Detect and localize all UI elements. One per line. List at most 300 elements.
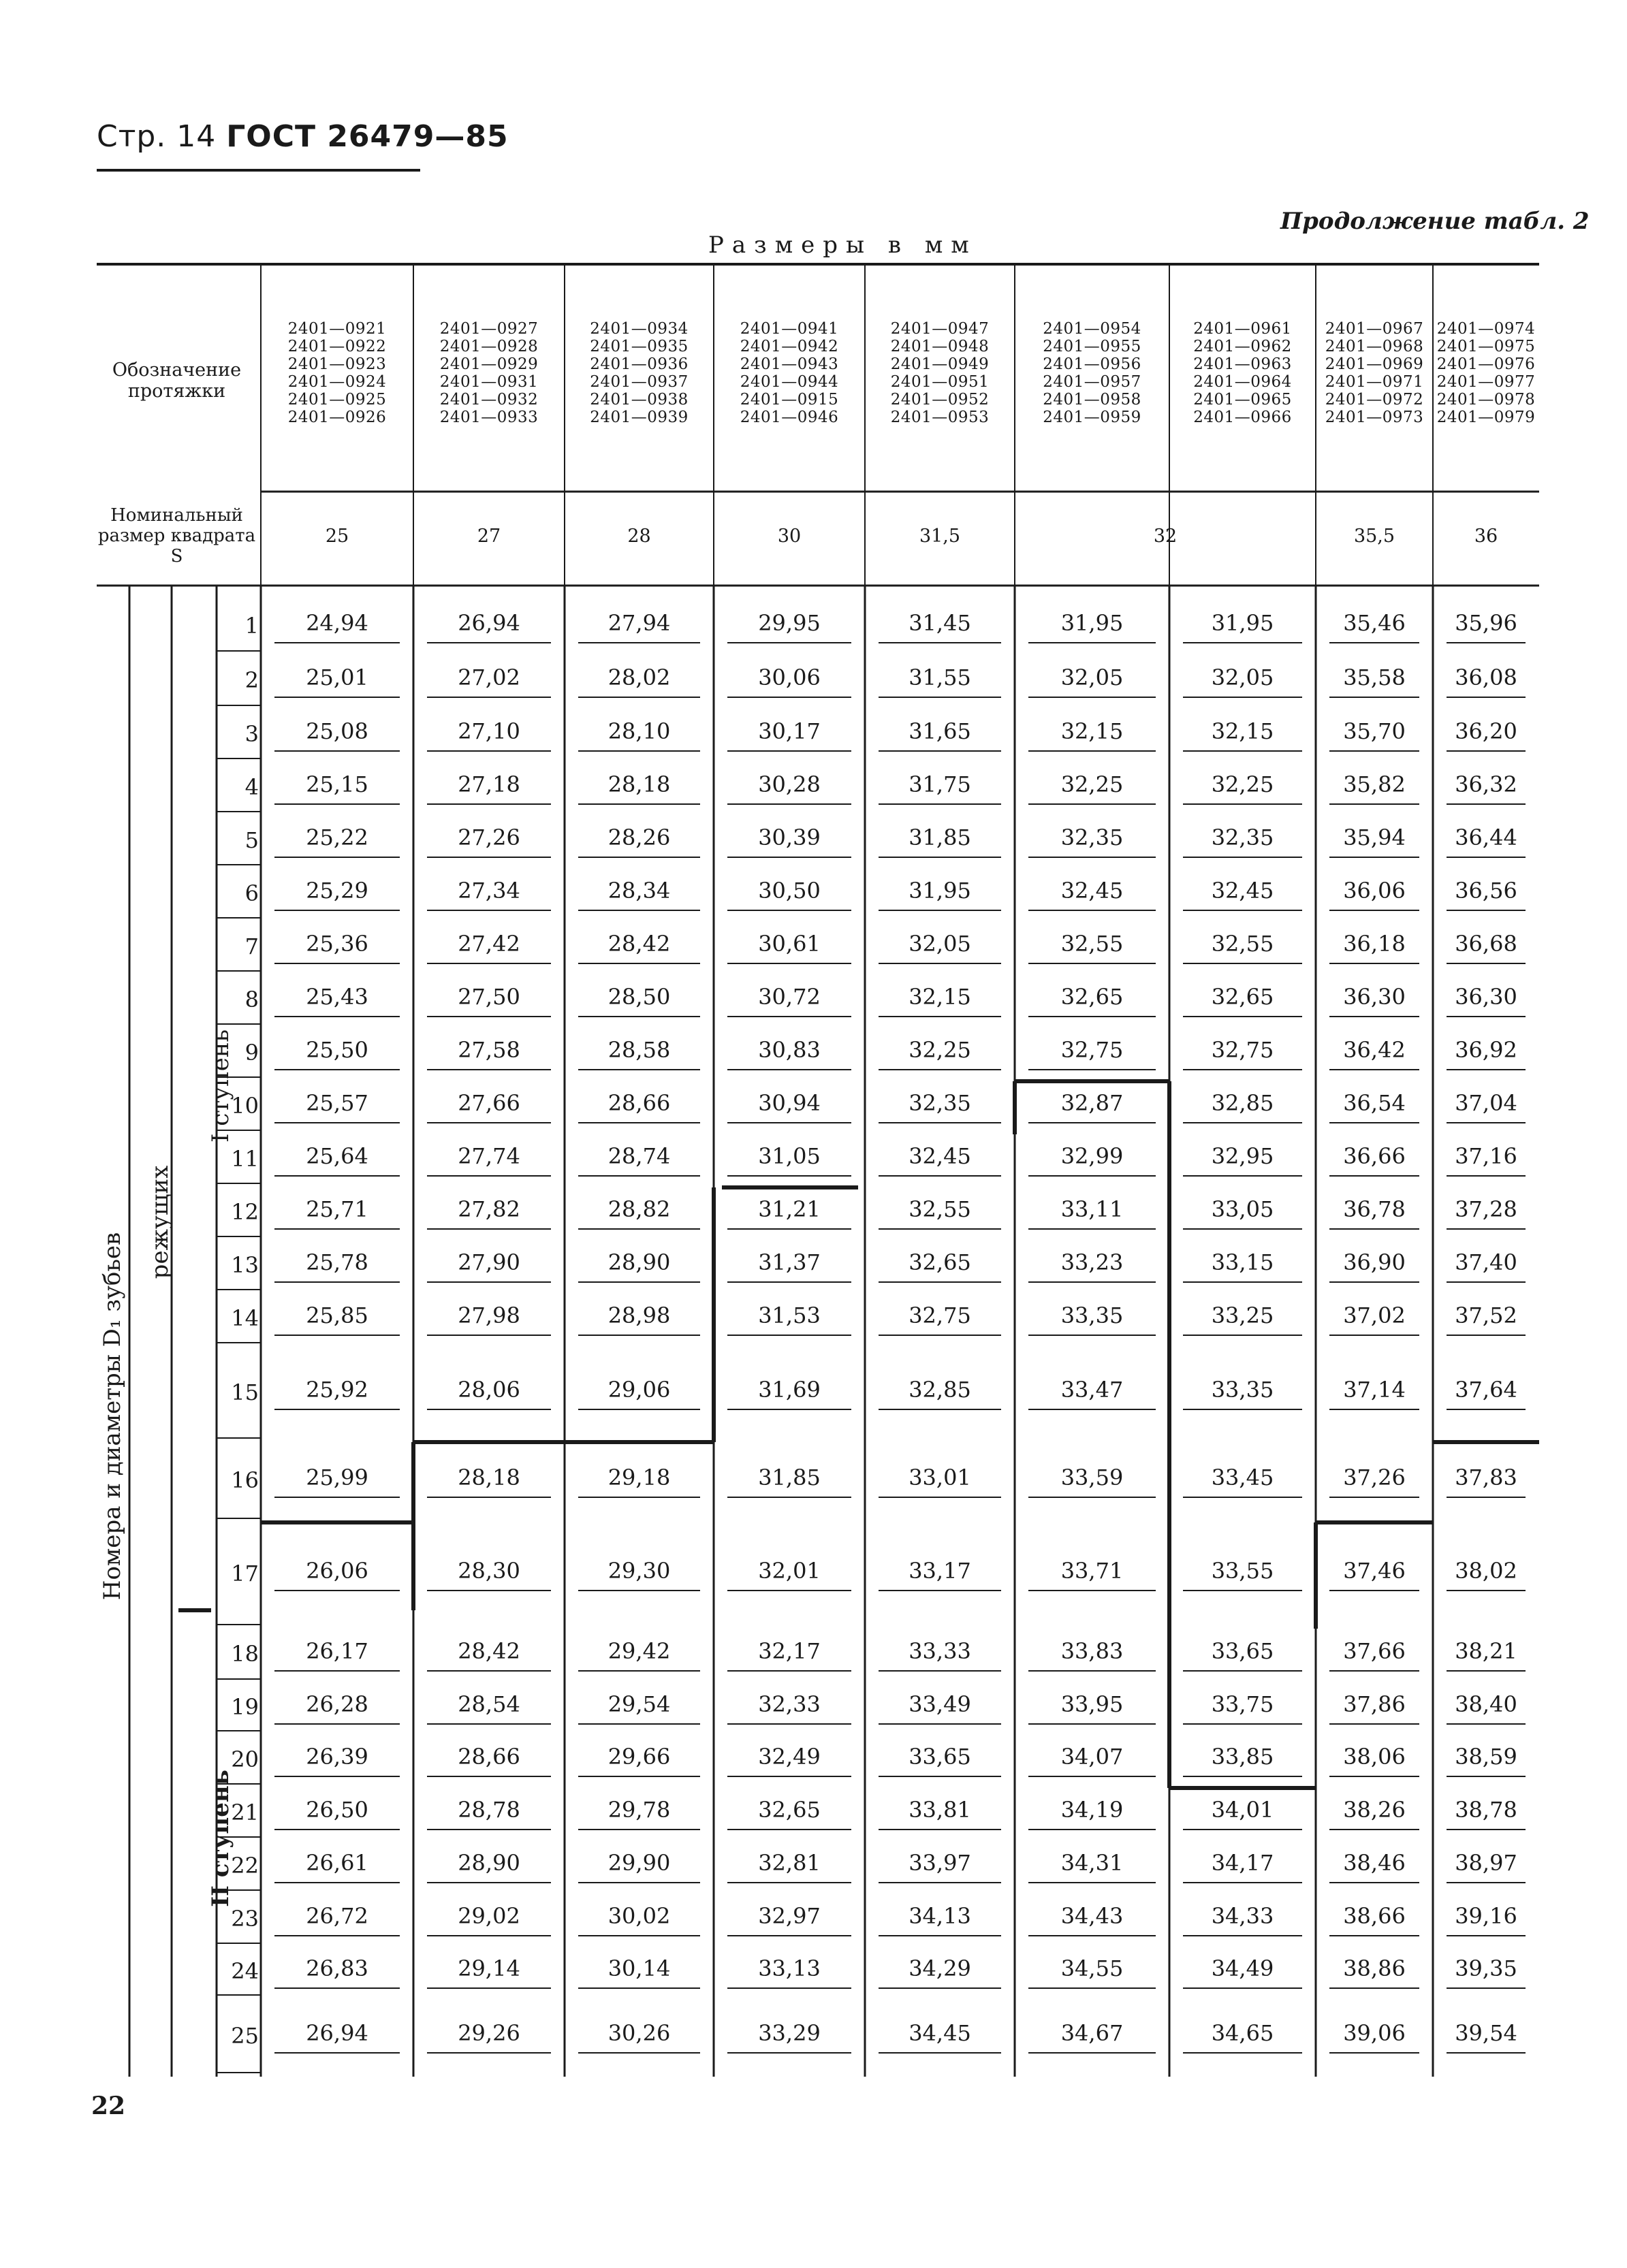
row-number: 15 xyxy=(231,1379,259,1405)
table-cell: 33,75 xyxy=(1211,1691,1274,1717)
table-cell: 28,90 xyxy=(607,1249,671,1275)
table-cell: 38,21 xyxy=(1455,1638,1517,1664)
table-cell: 32,25 xyxy=(1211,771,1274,797)
table-cell: 38,40 xyxy=(1455,1691,1517,1717)
table-cell: 31,75 xyxy=(909,771,971,797)
units-caption: Размеры в мм xyxy=(708,231,977,259)
designation-group xyxy=(261,320,413,426)
designation-group xyxy=(714,320,865,426)
table-cell: 32,45 xyxy=(1060,878,1124,904)
designation-code: 2401—0941 xyxy=(740,320,839,338)
table-cell: 31,95 xyxy=(1060,610,1124,636)
table-cell: 39,06 xyxy=(1343,2020,1406,2046)
row-number: 17 xyxy=(231,1561,259,1586)
table-cell: 37,64 xyxy=(1455,1377,1517,1403)
row-number: 22 xyxy=(231,1853,259,1879)
table-cell: 25,36 xyxy=(306,931,368,957)
table-cell: 32,85 xyxy=(909,1377,971,1403)
table-cell: 36,08 xyxy=(1455,665,1517,690)
designation-code: 2401—0927 xyxy=(439,320,539,338)
table-cell: 35,58 xyxy=(1343,665,1406,690)
table-cell: 34,31 xyxy=(1060,1850,1124,1876)
table-cell: 33,29 xyxy=(758,2020,821,2046)
row-number: 21 xyxy=(231,1800,259,1825)
table-cell: 29,66 xyxy=(607,1744,671,1770)
table-cell: 32,95 xyxy=(1211,1143,1274,1169)
designation-code: 2401—0958 xyxy=(1043,391,1141,409)
stage2-label: II ступень xyxy=(207,1770,234,1907)
table-cell: 33,81 xyxy=(909,1797,971,1823)
table-cell: 32,65 xyxy=(758,1797,821,1823)
designation-code: 2401—0934 xyxy=(590,320,689,338)
row-number: 10 xyxy=(231,1093,259,1119)
table-cell: 32,05 xyxy=(909,931,971,957)
table-cell: 33,25 xyxy=(1211,1303,1274,1328)
table-cell: 34,67 xyxy=(1060,2020,1124,2046)
designation-code: 2401—0932 xyxy=(439,391,539,409)
designation-group xyxy=(865,320,1015,426)
designation-code: 2401—0957 xyxy=(1043,373,1141,391)
table-cell: 39,54 xyxy=(1455,2020,1517,2046)
table-cell: 28,58 xyxy=(607,1037,671,1063)
table-cell: 24,94 xyxy=(306,610,368,636)
designation-code: 2401—0952 xyxy=(890,391,990,409)
table-cell: 37,04 xyxy=(1455,1090,1517,1116)
designation-code: 2401—0922 xyxy=(287,338,387,355)
designation-code: 2401—0929 xyxy=(439,355,539,373)
continuation-label: Продолжение табл. 2 xyxy=(1280,208,1590,235)
table-cell: 26,94 xyxy=(306,2020,368,2046)
table-cell: 30,26 xyxy=(607,2020,671,2046)
table-cell: 33,15 xyxy=(1211,1249,1274,1275)
table-cell: 33,17 xyxy=(909,1558,971,1584)
table-cell: 37,16 xyxy=(1455,1143,1517,1169)
table-cell: 32,35 xyxy=(1060,825,1124,850)
designation-header: Обозначение протяжки xyxy=(112,360,242,402)
table-cell: 25,92 xyxy=(306,1377,368,1403)
table-cell: 33,97 xyxy=(909,1850,971,1876)
table-cell: 32,33 xyxy=(758,1691,821,1717)
table-cell: 28,10 xyxy=(607,718,671,744)
table-cell: 30,17 xyxy=(758,718,821,744)
table-cell: 32,75 xyxy=(909,1303,971,1328)
designation-code: 2401—0921 xyxy=(287,320,387,338)
table-cell: 27,82 xyxy=(458,1196,520,1222)
table-cell: 25,22 xyxy=(306,825,368,850)
table-cell: 30,72 xyxy=(758,984,821,1010)
table-cell: 32,81 xyxy=(758,1850,821,1876)
designation-code: 2401—0963 xyxy=(1193,355,1292,373)
table-cell: 30,94 xyxy=(758,1090,821,1116)
nominal-size: 25 xyxy=(325,526,349,547)
table-cell: 28,30 xyxy=(458,1558,520,1584)
table-cell: 32,05 xyxy=(1060,665,1124,690)
designation-code: 2401—0979 xyxy=(1436,409,1536,426)
table-cell: 26,94 xyxy=(458,610,520,636)
table-cell: 36,30 xyxy=(1343,984,1406,1010)
nominal-size: 28 xyxy=(627,526,651,547)
table-cell: 33,85 xyxy=(1211,1744,1274,1770)
table-cell: 28,02 xyxy=(607,665,671,690)
table-cell: 28,66 xyxy=(607,1090,671,1116)
table-cell: 32,65 xyxy=(1211,984,1274,1010)
table-cell: 25,64 xyxy=(306,1143,368,1169)
table-cell: 26,17 xyxy=(306,1638,368,1664)
table-cell: 36,78 xyxy=(1343,1196,1406,1222)
table-cell: 25,71 xyxy=(306,1196,368,1222)
table-cell: 36,32 xyxy=(1455,771,1517,797)
table-cell: 37,40 xyxy=(1455,1249,1517,1275)
table-cell: 36,56 xyxy=(1455,878,1517,904)
table-cell: 27,18 xyxy=(458,771,520,797)
table-cell: 25,57 xyxy=(306,1090,368,1116)
table-cell: 27,94 xyxy=(607,610,671,636)
table-cell: 33,47 xyxy=(1060,1377,1124,1403)
table-cell: 33,11 xyxy=(1060,1196,1124,1222)
table-cell: 28,74 xyxy=(607,1143,671,1169)
table-cell: 27,66 xyxy=(458,1090,520,1116)
row-number: 19 xyxy=(231,1694,259,1720)
table-cell: 28,18 xyxy=(607,771,671,797)
table-cell: 37,02 xyxy=(1343,1303,1406,1328)
table-cell: 32,25 xyxy=(909,1037,971,1063)
designation-code: 2401—0928 xyxy=(439,338,539,355)
stage1-label: I ступень xyxy=(207,1029,234,1143)
table-cell: 27,50 xyxy=(458,984,520,1010)
table-cell: 26,06 xyxy=(306,1558,368,1584)
table-cell: 29,90 xyxy=(607,1850,671,1876)
table-cell: 37,83 xyxy=(1455,1465,1517,1490)
table-cell: 27,90 xyxy=(458,1249,520,1275)
table-cell: 32,15 xyxy=(1060,718,1124,744)
row-number: 1 xyxy=(244,613,259,639)
table-cell: 36,30 xyxy=(1455,984,1517,1010)
designation-code: 2401—0964 xyxy=(1193,373,1292,391)
designation-code: 2401—0951 xyxy=(890,373,990,391)
table-cell: 32,75 xyxy=(1211,1037,1274,1063)
table-cell: 33,23 xyxy=(1060,1249,1124,1275)
table-cell: 37,52 xyxy=(1455,1303,1517,1328)
table-cell: 32,87 xyxy=(1060,1090,1124,1116)
table-cell: 28,42 xyxy=(607,931,671,957)
table-cell: 31,21 xyxy=(758,1196,821,1222)
designation-code: 2401—0966 xyxy=(1193,409,1292,426)
table-cell: 32,17 xyxy=(758,1638,821,1664)
table-cell: 33,45 xyxy=(1211,1465,1274,1490)
table-cell: 32,65 xyxy=(909,1249,971,1275)
designation-code: 2401—0946 xyxy=(740,409,839,426)
row-number: 16 xyxy=(231,1467,259,1493)
designation-code: 2401—0936 xyxy=(590,355,689,373)
table-cell: 28,18 xyxy=(458,1465,520,1490)
table-cell: 36,68 xyxy=(1455,931,1517,957)
row-number: 8 xyxy=(244,987,259,1012)
nominal-size: 30 xyxy=(777,526,802,547)
table-cell: 31,95 xyxy=(909,878,971,904)
row-number: 9 xyxy=(244,1040,259,1066)
designation-group xyxy=(1433,320,1539,426)
designation-code: 2401—0954 xyxy=(1043,320,1141,338)
row-number: 11 xyxy=(231,1146,259,1172)
table-cell: 34,33 xyxy=(1211,1903,1274,1929)
table-cell: 35,82 xyxy=(1343,771,1406,797)
table-cell: 33,49 xyxy=(909,1691,971,1717)
table-cell: 38,78 xyxy=(1455,1797,1517,1823)
table-cell: 29,30 xyxy=(607,1558,671,1584)
table-cell: 34,01 xyxy=(1211,1797,1274,1823)
row-number: 25 xyxy=(231,2023,259,2049)
table-cell: 30,06 xyxy=(758,665,821,690)
row-number: 20 xyxy=(231,1746,259,1772)
designation-code: 2401—0967 xyxy=(1325,320,1424,338)
table-cell: 27,74 xyxy=(458,1143,520,1169)
table-cell: 36,54 xyxy=(1343,1090,1406,1116)
designation-code: 2401—0926 xyxy=(287,409,387,426)
table-cell: 36,92 xyxy=(1455,1037,1517,1063)
table-cell: 33,33 xyxy=(909,1638,971,1664)
table-cell: 29,06 xyxy=(607,1377,671,1403)
table-cell: 33,71 xyxy=(1060,1558,1124,1584)
designation-code: 2401—0965 xyxy=(1193,391,1292,409)
designation-code: 2401—0959 xyxy=(1043,409,1141,426)
table-cell: 38,86 xyxy=(1343,1955,1406,1981)
table-cell: 32,55 xyxy=(1060,931,1124,957)
designation-code: 2401—0925 xyxy=(287,391,387,409)
row-number: 4 xyxy=(244,774,259,800)
table-cell: 34,65 xyxy=(1211,2020,1274,2046)
table-cell: 27,98 xyxy=(458,1303,520,1328)
table-cell: 38,97 xyxy=(1455,1850,1517,1876)
table-cell: 33,01 xyxy=(909,1465,971,1490)
designation-group xyxy=(1169,320,1316,426)
designation-code: 2401—0947 xyxy=(890,320,990,338)
nominal-size: 32 xyxy=(1153,526,1178,547)
table-cell: 33,59 xyxy=(1060,1465,1124,1490)
table-cell: 34,49 xyxy=(1211,1955,1274,1981)
table-cell: 32,15 xyxy=(1211,718,1274,744)
row-number: 5 xyxy=(244,827,259,853)
table-cell: 32,49 xyxy=(758,1744,821,1770)
table-cell: 35,94 xyxy=(1343,825,1406,850)
table-cell: 38,46 xyxy=(1343,1850,1406,1876)
table-cell: 25,99 xyxy=(306,1465,368,1490)
table-cell: 32,55 xyxy=(1211,931,1274,957)
designation-code: 2401—0944 xyxy=(740,373,839,391)
table-cell: 28,66 xyxy=(458,1744,520,1770)
table-cell: 32,97 xyxy=(758,1903,821,1929)
table-cell: 34,19 xyxy=(1060,1797,1124,1823)
designation-code: 2401—0955 xyxy=(1043,338,1141,355)
designation-code: 2401—0935 xyxy=(590,338,689,355)
table-cell: 30,02 xyxy=(607,1903,671,1929)
designation-code: 2401—0973 xyxy=(1325,409,1424,426)
designation-group xyxy=(1316,320,1433,426)
cutting-vertical-label: режущих xyxy=(146,1165,174,1279)
table-cell: 34,45 xyxy=(909,2020,971,2046)
table-cell: 37,28 xyxy=(1455,1196,1517,1222)
table-cell: 32,65 xyxy=(1060,984,1124,1010)
table-cell: 33,55 xyxy=(1211,1558,1274,1584)
table-cell: 25,01 xyxy=(306,665,368,690)
table-cell: 34,07 xyxy=(1060,1744,1124,1770)
table-cell: 36,18 xyxy=(1343,931,1406,957)
table-cell: 28,98 xyxy=(607,1303,671,1328)
table-cell: 34,17 xyxy=(1211,1850,1274,1876)
table-cell: 33,65 xyxy=(1211,1638,1274,1664)
table-cell: 29,54 xyxy=(607,1691,671,1717)
table-cell: 37,26 xyxy=(1343,1465,1406,1490)
table-cell: 28,06 xyxy=(458,1377,520,1403)
table-cell: 33,83 xyxy=(1060,1638,1124,1664)
designation-code: 2401—0974 xyxy=(1436,320,1536,338)
table-cell: 29,02 xyxy=(458,1903,520,1929)
designation-code: 2401—0933 xyxy=(439,409,539,426)
table-cell: 28,90 xyxy=(458,1850,520,1876)
table-cell: 32,55 xyxy=(909,1196,971,1222)
designation-code: 2401—0971 xyxy=(1325,373,1424,391)
table-cell: 32,15 xyxy=(909,984,971,1010)
row-number: 24 xyxy=(231,1958,259,1984)
table-cell: 25,15 xyxy=(306,771,368,797)
table-cell: 27,10 xyxy=(458,718,520,744)
table-cell: 31,53 xyxy=(758,1303,821,1328)
table-cell: 37,46 xyxy=(1343,1558,1406,1584)
row-number: 6 xyxy=(244,880,259,906)
designation-code: 2401—0961 xyxy=(1193,320,1292,338)
table-cell: 37,66 xyxy=(1343,1638,1406,1664)
row-number: 13 xyxy=(231,1252,259,1278)
table-cell: 30,14 xyxy=(607,1955,671,1981)
table-cell: 32,85 xyxy=(1211,1090,1274,1116)
designation-group xyxy=(565,320,714,426)
designation-code: 2401—0978 xyxy=(1436,391,1536,409)
table-cell: 29,18 xyxy=(607,1465,671,1490)
table-cell: 30,50 xyxy=(758,878,821,904)
designation-code: 2401—0924 xyxy=(287,373,387,391)
table-cell: 34,13 xyxy=(909,1903,971,1929)
designation-group xyxy=(1015,320,1169,426)
table-cell: 38,59 xyxy=(1455,1744,1517,1770)
page-label: Стр. 14 xyxy=(97,119,217,154)
row-number: 2 xyxy=(244,667,259,693)
table-cell: 34,43 xyxy=(1060,1903,1124,1929)
designation-code: 2401—0953 xyxy=(890,409,990,426)
table-cell: 36,66 xyxy=(1343,1143,1406,1169)
table-cell: 30,83 xyxy=(758,1037,821,1063)
table-cell: 26,50 xyxy=(306,1797,368,1823)
table-cell: 36,44 xyxy=(1455,825,1517,850)
designation-code: 2401—0938 xyxy=(590,391,689,409)
table-cell: 25,50 xyxy=(306,1037,368,1063)
designation-code: 2401—0931 xyxy=(439,373,539,391)
table-cell: 25,29 xyxy=(306,878,368,904)
table-cell: 31,69 xyxy=(758,1377,821,1403)
row-number: 14 xyxy=(231,1305,259,1331)
nominal-size: 35,5 xyxy=(1353,526,1395,547)
table-cell: 35,96 xyxy=(1455,610,1517,636)
table-cell: 36,90 xyxy=(1343,1249,1406,1275)
designation-code: 2401—0939 xyxy=(590,409,689,426)
table-cell: 28,54 xyxy=(458,1691,520,1717)
table-cell: 33,65 xyxy=(909,1744,971,1770)
table-cell: 33,95 xyxy=(1060,1691,1124,1717)
table-cell: 28,34 xyxy=(607,878,671,904)
table-cell: 39,16 xyxy=(1455,1903,1517,1929)
table-cell: 29,14 xyxy=(458,1955,520,1981)
designation-code: 2401—0937 xyxy=(590,373,689,391)
table-cell: 37,86 xyxy=(1343,1691,1406,1717)
table-cell: 29,95 xyxy=(758,610,821,636)
table-cell: 38,26 xyxy=(1343,1797,1406,1823)
table-cell: 33,05 xyxy=(1211,1196,1274,1222)
table-cell: 31,95 xyxy=(1211,610,1274,636)
table-cell: 32,99 xyxy=(1060,1143,1124,1169)
table-cell: 33,13 xyxy=(758,1955,821,1981)
table-cell: 27,26 xyxy=(458,825,520,850)
page-number: 22 xyxy=(91,2092,126,2120)
table-cell: 28,50 xyxy=(607,984,671,1010)
table-cell: 32,75 xyxy=(1060,1037,1124,1063)
group-vertical-label: Номера и диаметры D₁ зубьев xyxy=(99,1232,126,1601)
table-cell: 38,06 xyxy=(1343,1744,1406,1770)
table-cell: 33,35 xyxy=(1060,1303,1124,1328)
table-cell: 27,02 xyxy=(458,665,520,690)
table-cell: 38,02 xyxy=(1455,1558,1517,1584)
table-cell: 31,85 xyxy=(758,1465,821,1490)
table-cell: 32,35 xyxy=(909,1090,971,1116)
table-cell: 25,08 xyxy=(306,718,368,744)
table-cell: 30,28 xyxy=(758,771,821,797)
table-cell: 30,61 xyxy=(758,931,821,957)
table-cell: 26,83 xyxy=(306,1955,368,1981)
table-cell: 36,20 xyxy=(1455,718,1517,744)
table-cell: 32,01 xyxy=(758,1558,821,1584)
table-cell: 27,42 xyxy=(458,931,520,957)
standard-label: ГОСТ 26479—85 xyxy=(226,119,509,154)
nominal-size: 27 xyxy=(477,526,501,547)
table-cell: 26,72 xyxy=(306,1903,368,1929)
row-number: 18 xyxy=(231,1641,259,1667)
table-cell: 25,85 xyxy=(306,1303,368,1328)
nominal-size-header: Номинальный размер квадрата S xyxy=(97,505,256,566)
table-cell: 32,45 xyxy=(909,1143,971,1169)
table-cell: 25,78 xyxy=(306,1249,368,1275)
table-cell: 31,37 xyxy=(758,1249,821,1275)
designation-code: 2401—0977 xyxy=(1436,373,1536,391)
designation-code: 2401—0948 xyxy=(890,338,990,355)
designation-code: 2401—0975 xyxy=(1436,338,1536,355)
table-cell: 32,25 xyxy=(1060,771,1124,797)
table-cell: 33,35 xyxy=(1211,1377,1274,1403)
row-number: 7 xyxy=(244,933,259,959)
designation-code: 2401—0923 xyxy=(287,355,387,373)
table-cell: 28,82 xyxy=(607,1196,671,1222)
designation-code: 2401—0972 xyxy=(1325,391,1424,409)
table-cell: 30,39 xyxy=(758,825,821,850)
row-number: 23 xyxy=(231,1906,259,1932)
row-number: 3 xyxy=(244,721,259,747)
table-cell: 34,55 xyxy=(1060,1955,1124,1981)
table-cell: 31,45 xyxy=(909,610,971,636)
designation-group xyxy=(413,320,565,426)
designation-code: 2401—0956 xyxy=(1043,355,1141,373)
table-cell: 36,42 xyxy=(1343,1037,1406,1063)
table-cell: 27,58 xyxy=(458,1037,520,1063)
table-cell: 28,78 xyxy=(458,1797,520,1823)
nominal-size: 36 xyxy=(1474,526,1498,547)
designation-code: 2401—0949 xyxy=(890,355,990,373)
table-cell: 36,06 xyxy=(1343,878,1406,904)
